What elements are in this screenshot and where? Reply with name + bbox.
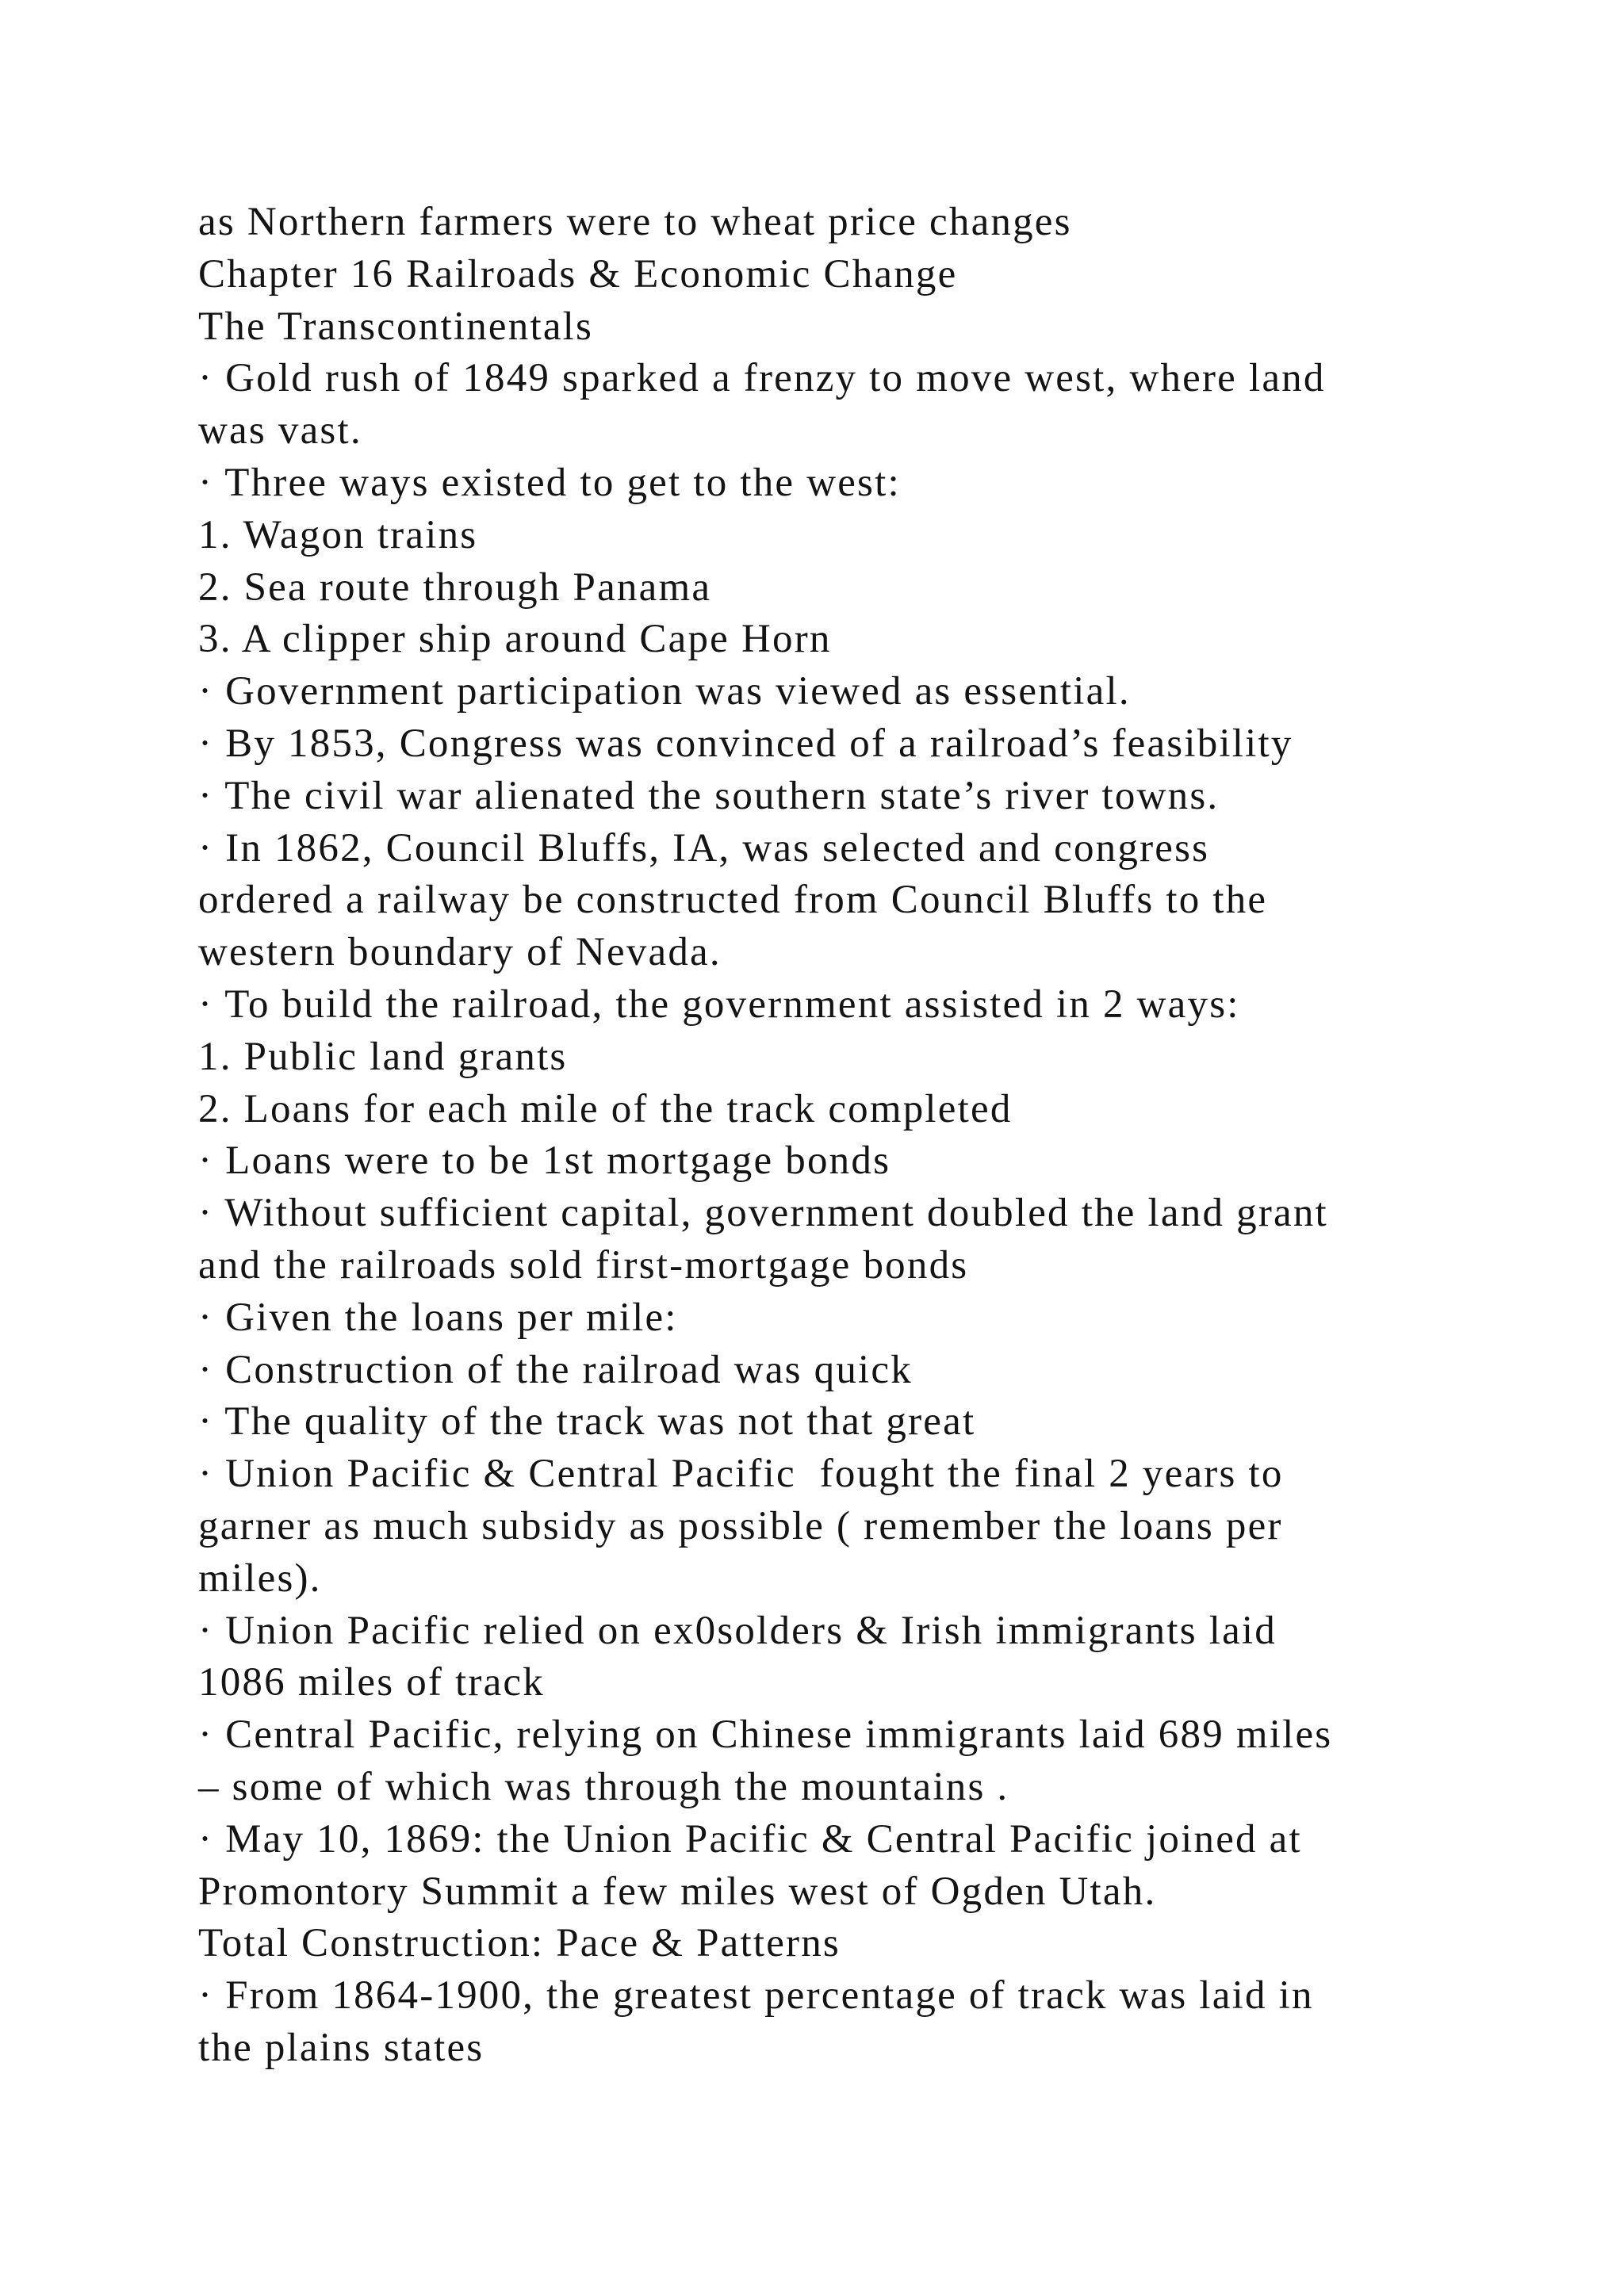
text-line: · Without sufficient capital, government doubled the land grant bbox=[198, 1191, 1328, 1236]
text-line: · Central Pacific, relying on Chinese immigrants laid 689 miles bbox=[198, 1712, 1333, 1758]
document-page bbox=[198, 197, 1515, 2075]
text-line: · Given the loans per mile: bbox=[198, 1295, 678, 1340]
text-line: · From 1864-1900, the greatest percentage of track was laid in bbox=[198, 1973, 1314, 2019]
text-line: 1086 miles of track bbox=[198, 1660, 545, 1705]
text-line: · The civil war alienated the southern state’s river towns. bbox=[198, 773, 1220, 818]
text-line: · Gold rush of 1849 sparked a frenzy to move west, where land bbox=[198, 356, 1326, 401]
section-heading: Total Construction: Pace & Patterns bbox=[198, 1921, 841, 1966]
text-line: western boundary of Nevada. bbox=[198, 930, 722, 975]
text-line: 2. Sea route through Panama bbox=[198, 564, 712, 610]
text-line: · By 1853, Congress was convinced of a railroad’s feasibility bbox=[198, 721, 1293, 766]
text-line: 2. Loans for each mile of the track completed bbox=[198, 1086, 1013, 1131]
text-line: · Three ways existed to get to the west: bbox=[198, 460, 901, 505]
chapter-heading: Chapter 16 Railroads & Economic Change bbox=[198, 251, 958, 297]
text-line: 3. A clipper ship around Cape Horn bbox=[198, 617, 832, 662]
text-line: · To build the railroad, the government assisted in 2 ways: bbox=[198, 982, 1240, 1027]
text-line: the plains states bbox=[198, 2025, 485, 2070]
section-heading: The Transcontinentals bbox=[198, 304, 594, 349]
text-line: – some of which was through the mountains . bbox=[198, 1764, 1009, 1809]
text-line: 1. Wagon trains bbox=[198, 512, 478, 557]
text-line: ordered a railway be constructed from Council Bluffs to the bbox=[198, 878, 1268, 923]
text-line: garner as much subsidy as possible ( remember the loans per bbox=[198, 1503, 1283, 1548]
text-line: Promontory Summit a few miles west of Ogden Utah. bbox=[198, 1869, 1157, 1914]
text-line: · The quality of the track was not that great bbox=[198, 1399, 976, 1445]
text-line: miles). bbox=[198, 1556, 322, 1601]
text-line: as Northern farmers were to wheat price changes bbox=[198, 200, 1072, 244]
text-line: and the railroads sold first-mortgage bonds bbox=[198, 1242, 969, 1288]
text-line: 1. Public land grants bbox=[198, 1034, 568, 1079]
text-line: · Government participation was viewed as essential. bbox=[198, 669, 1131, 714]
text-line: · Construction of the railroad was quick bbox=[198, 1347, 913, 1392]
text-line: · In 1862, Council Bluffs, IA, was selected and congress bbox=[198, 825, 1210, 871]
text-line: was vast. bbox=[198, 408, 362, 453]
text-line: · May 10, 1869: the Union Pacific & Central Pacific joined at bbox=[198, 1816, 1302, 1862]
text-line: · Union Pacific relied on ex0solders & Irish immigrants laid bbox=[198, 1608, 1277, 1653]
text-line: · Union Pacific & Central Pacific fought the final 2 years to bbox=[198, 1452, 1284, 1497]
text-line: · Loans were to be 1st mortgage bonds bbox=[198, 1138, 891, 1184]
